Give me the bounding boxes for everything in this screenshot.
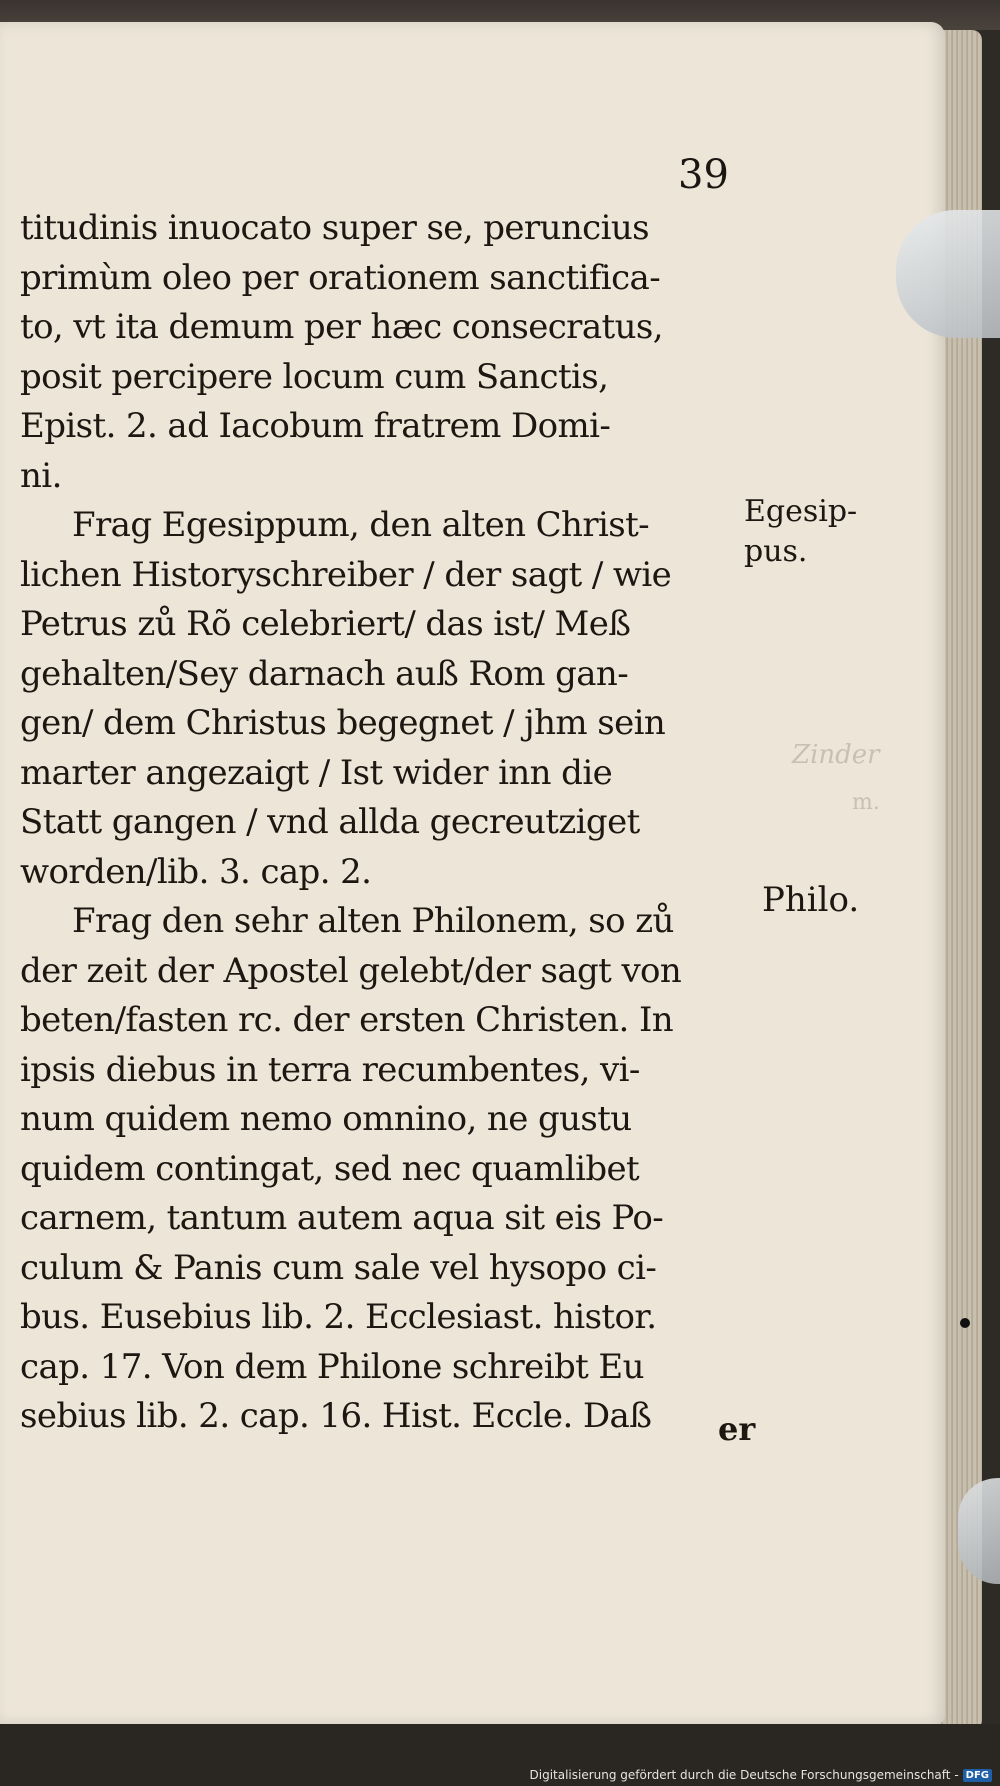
bleed-through-text: Zinder: [792, 740, 880, 770]
dfg-logo: DFG: [963, 1769, 992, 1782]
book-page: [0, 22, 945, 1724]
digitization-credit: [530, 1768, 993, 1782]
text-line: posit percipere locum cum Sanctis,: [20, 356, 609, 397]
text-line: ipsis diebus in terra recumbentes, vi-: [20, 1049, 640, 1090]
text-line: Petrus zů Rõ celebriert/ das ist/ Meß: [20, 604, 631, 644]
text-line: lichen Historyschreiber / der sagt / wie: [20, 554, 672, 595]
text-line: ni.: [20, 455, 62, 496]
text-line: to, vt ita demum per hæc consecratus,: [20, 307, 663, 347]
catchword: er: [718, 1410, 756, 1448]
text-line: titudinis inuocato super se, peruncius: [20, 208, 650, 248]
text-line: culum & Panis cum sale vel hysopo ci-: [20, 1247, 657, 1288]
text-line: quidem contingat, sed nec quamlibet: [20, 1148, 640, 1189]
margin-note-line: Egesip-: [744, 494, 858, 529]
text-line: bus. Eusebius lib. 2. Ecclesiast. histor.: [20, 1297, 657, 1337]
ink-speck: [960, 1318, 970, 1328]
text-line: carnem, tantum autem aqua sit eis Po-: [20, 1198, 664, 1238]
text-line: der zeit der Apostel gelebt/der sagt von: [20, 950, 682, 991]
text-line: beten/fasten rc. der ersten Christen. In: [20, 1000, 674, 1040]
margin-note-egesippus: [744, 492, 857, 572]
text-line: Frag Egesippum, den alten Christ-: [72, 505, 650, 545]
page-number: 39: [678, 152, 729, 198]
text-line: cap. 17. Von dem Philone schreibt Eu: [20, 1346, 644, 1387]
body-text: [20, 204, 760, 1442]
text-line: gehalten/Sey darnach auß Rom gan-: [20, 653, 629, 694]
margin-note-philo: Philo.: [762, 880, 860, 920]
text-line: worden/lib. 3. cap. 2.: [20, 851, 372, 892]
text-line: marter angezaigt / Ist wider inn die: [20, 752, 613, 793]
text-line: gen/ dem Christus begegnet / jhm sein: [20, 703, 666, 743]
bleed-through-mark: m.: [852, 790, 880, 815]
text-line: Statt gangen / vnd allda gecreutziget: [20, 802, 640, 842]
text-line: primùm oleo per orationem sanctifica-: [20, 257, 661, 298]
text-line: Frag den sehr alten Philonem, so zů: [72, 901, 674, 941]
text-line: num quidem nemo omnino, ne gustu: [20, 1099, 632, 1139]
text-line: Epist. 2. ad Iacobum fratrem Domi-: [20, 406, 611, 446]
margin-note-line: pus.: [744, 534, 808, 569]
page-clip-top: [896, 210, 1000, 338]
credit-text: Digitalisierung gefördert durch die Deutsche Forschungsgemeinschaft -: [529, 1768, 959, 1782]
text-line: sebius lib. 2. cap. 16. Hist. Eccle. Daß: [20, 1396, 652, 1436]
